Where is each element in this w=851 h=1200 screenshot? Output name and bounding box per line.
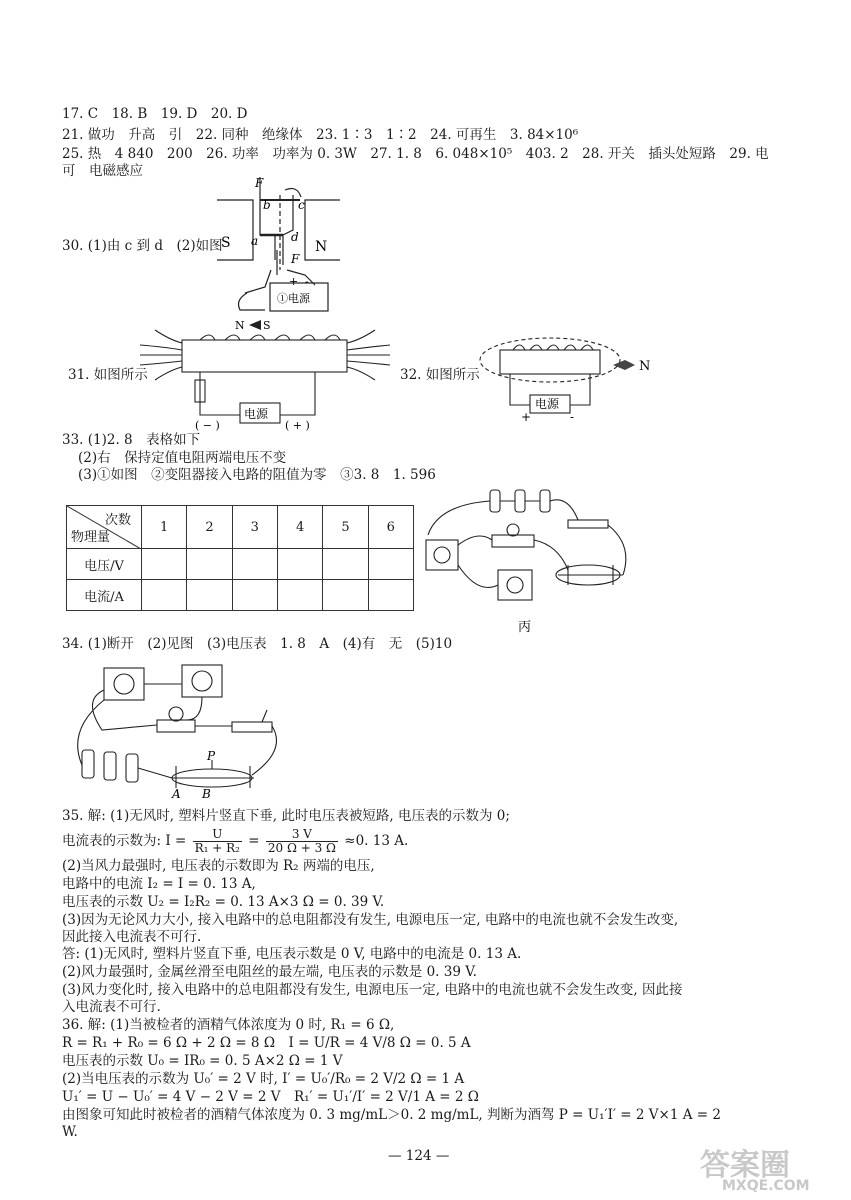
fig32-N: N	[639, 359, 651, 374]
fig30-label-F-top: F	[255, 176, 264, 190]
table-row-header: 电流/A	[67, 580, 142, 611]
q33-data-table	[66, 505, 414, 611]
fig30-plus: +	[289, 275, 299, 288]
q36-line3: 电压表的示数 U₀ = IR₀ = 0. 5 A×2 Ω = 1 V	[62, 1053, 343, 1069]
fig31-source: 电源	[244, 407, 269, 421]
fig32-plus: +	[521, 410, 532, 424]
table-corner-top: 次数	[104, 513, 131, 528]
fig30-label-N: N	[315, 239, 328, 255]
compass-needle-icon	[613, 360, 635, 370]
q32-solenoid-diagram	[475, 325, 675, 425]
q36-line4: (2)当电压表的示数为 U₀′ = 2 V 时, I′ = U₀′/R₀ = 2 V/2 Ω = 1 A	[62, 1071, 465, 1087]
fig30-label-c: c	[298, 198, 305, 212]
answers-29-cont: 可 电磁感应	[62, 163, 143, 179]
q35-formula: 电流表的示数为: I = $\frac{U}{\text{R₁ + R₂}}$ = $\frac{3 V}{20 \Omega + 3 \Omega}$ ≈0. 13 A.	[62, 827, 409, 855]
fig30-label-S: S	[221, 235, 231, 251]
fig32-minus: -	[570, 410, 575, 424]
table-col-header: 2	[187, 506, 232, 549]
q36-line7: W.	[62, 1124, 78, 1140]
fig30-compass-N: N	[235, 319, 245, 332]
q35-line9: (2)风力最强时, 金属丝滑至电阻丝的最左端, 电压表的示数是 0. 39 V.	[62, 964, 477, 980]
q30-answer: 30. (1)由 c 到 d (2)如图	[62, 238, 223, 254]
q33-circuit-diagram	[418, 485, 643, 635]
fig31-minus: ( − )	[195, 419, 220, 432]
table-col-header: 6	[368, 506, 413, 549]
q36-line5: U₁′ = U − U₀′ = 4 V − 2 V = 2 V R₁′ = U₁′/I′ = 2 V/1 A = 2 Ω	[62, 1089, 479, 1105]
fig30-source: ①电源	[277, 292, 310, 305]
q32-answer: 32. 如图所示	[400, 367, 480, 383]
q33-line3: (3)①如图 ②变阻器接入电路的阻值为零 ③3. 8 1. 596	[78, 467, 436, 483]
answers-21-24: 21. 做功 升高 引 22. 同种 绝缘体 23. 1∶3 1∶2 24. 可再生 3. 84×10⁶	[62, 127, 579, 143]
q34-answer: 34. (1)断开 (2)见图 (3)电压表 1. 8 A (4)有 无 (5)10	[62, 636, 453, 652]
q36-line2: R = R₁ + R₀ = 6 Ω + 2 Ω = 8 Ω I = U/R = 4 V/8 Ω = 0. 5 A	[62, 1035, 471, 1051]
q36-line1: 36. 解: (1)当被检者的酒精气体浓度为 0 时, R₁ = 6 Ω,	[62, 1017, 395, 1033]
q36-line6: 由图象可知此时被检者的酒精气体浓度为 0. 3 mg/mL＞0. 2 mg/mL, 判断为酒驾 P = U₁′I′ = 2 V×1 A = 2	[62, 1107, 721, 1123]
q35-line6: (3)因为无论风力大小, 接入电路中的总电阻都没有发生, 电源电压一定, 电路中的电流也就不会发生改变,	[62, 912, 679, 928]
fig30-minus: -	[305, 275, 309, 288]
q30-coil-diagram	[205, 175, 350, 335]
fig34-label-P: P	[207, 749, 216, 763]
q35-line5: 电压表的示数 U₂ = I₂R₂ = 0. 13 A×3 Ω = 0. 39 V.	[62, 894, 385, 910]
fig33-label: 丙	[518, 620, 532, 635]
fig30-compass-S: S	[263, 319, 271, 332]
q31-solenoid-diagram	[140, 325, 390, 435]
answers-25-29: 25. 热 4 840 200 26. 功率 功率为 0. 3W 27. 1. 8 6. 048×10⁵ 403. 2 28. 开关 插头处短路 29. 电	[62, 146, 769, 162]
watermark-logo: 答案圈	[700, 1148, 790, 1183]
q31-answer: 31. 如图所示	[68, 367, 148, 383]
q35-line10: (3)风力变化时, 接入电路中的总电阻都没有发生, 电源电压一定, 电路中的电流也就不会发生改变, 因此接	[62, 982, 683, 998]
fig31-plus: ( + )	[285, 419, 310, 432]
table-col-header: 5	[323, 506, 368, 549]
fig30-label-d: d	[291, 230, 299, 244]
q35-line4: 电路中的电流 I₂ = I = 0. 13 A,	[62, 876, 256, 892]
q35-line7: 因此接入电流表不可行.	[62, 929, 202, 945]
table-corner-bottom: 物理量	[71, 530, 111, 545]
page-number: — 124 —	[388, 1148, 450, 1164]
fig30-label-b: b	[263, 198, 271, 212]
table-row-header: 电压/V	[67, 549, 142, 580]
fig30-label-a: a	[251, 234, 259, 248]
q34-circuit-diagram	[62, 660, 302, 805]
watermark-url: MXQE.COM	[722, 1178, 810, 1194]
q35-line3: (2)当风力最强时, 电压表的示数即为 R₂ 两端的电压,	[62, 858, 375, 874]
q33-line2: (2)右 保持定值电阻两端电压不变	[78, 450, 287, 466]
q35-line8: 答: (1)无风时, 塑料片竖直下垂, 电压表示数是 0 V, 电路中的电流是 0. 13 A.	[62, 946, 522, 962]
table-col-header: 1	[142, 506, 187, 549]
fig32-source: 电源	[535, 397, 560, 411]
fig30-label-F-bottom: F	[291, 252, 300, 266]
q35-line11: 入电流表不可行.	[62, 999, 161, 1015]
fig34-label-A: A	[172, 787, 181, 801]
fig34-label-B: B	[202, 787, 211, 801]
table-col-header: 3	[232, 506, 277, 549]
q35-line1: 35. 解: (1)无风时, 塑料片竖直下垂, 此时电压表被短路, 电压表的示数为 0;	[62, 808, 510, 824]
table-col-header: 4	[277, 506, 322, 549]
q33-line1: 33. (1)2. 8 表格如下	[62, 432, 201, 448]
answers-17-20: 17. C 18. B 19. D 20. D	[62, 106, 248, 122]
